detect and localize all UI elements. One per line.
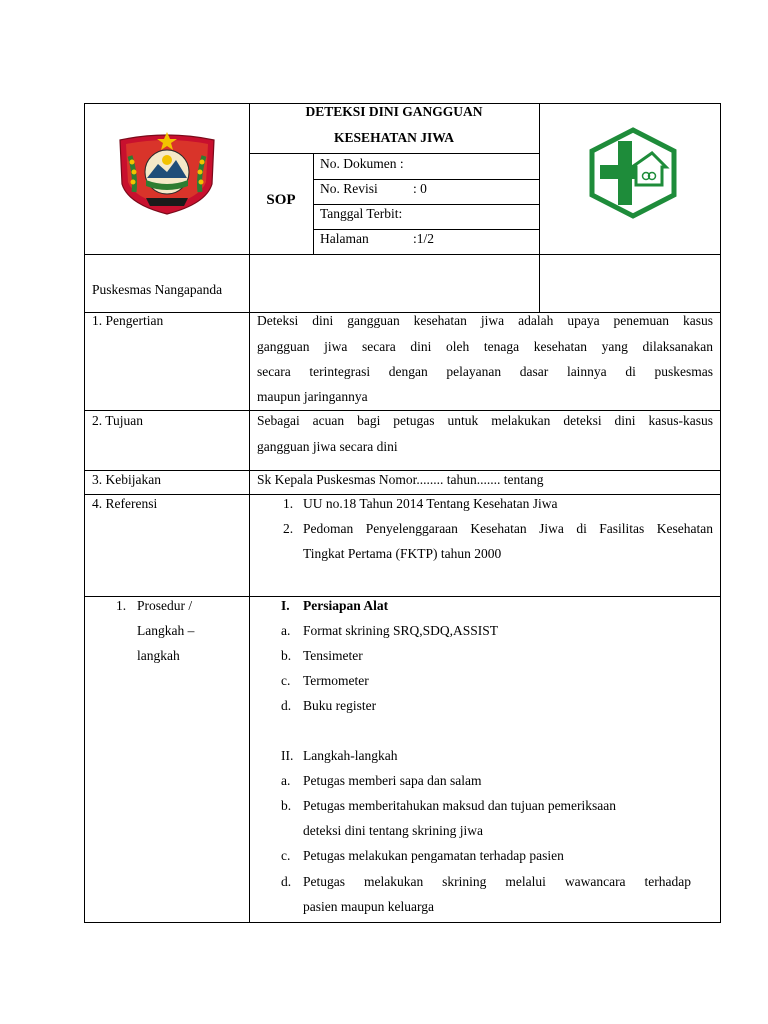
organization-name: Puskesmas Nangapanda — [92, 282, 223, 297]
alat-item-b-num: b. — [281, 648, 292, 663]
langkah-item-d-num: d. — [281, 874, 292, 889]
tujuan-line-2: gangguan jiwa secara dini — [257, 439, 398, 454]
left-column-divider — [249, 103, 250, 923]
prosedur-label-line-2: Langkah – — [137, 623, 195, 638]
alat-item-c-num: c. — [281, 673, 291, 688]
field-no-revisi-value: : 0 — [413, 181, 427, 196]
kebijakan-text: Sk Kepala Puskesmas Nomor........ tahun....... tentang — [257, 472, 544, 487]
referensi-item-2-line-2: Tingkat Pertama (FKTP) tahun 2000 — [303, 546, 502, 561]
langkah-item-d-line-2: pasien maupun keluarga — [303, 899, 434, 914]
alat-item-a-text: Format skrining SRQ,SDQ,ASSIST — [303, 623, 499, 638]
prosedur-label-line-3: langkah — [137, 648, 180, 663]
referensi-item-2-line-1: Pedoman Penyelenggaraan Kesehatan Jiwa di Fasilitas Kesehatan — [303, 521, 713, 536]
section-1-title: Persiapan Alat — [303, 598, 389, 613]
referensi-item-1-num: 1. — [283, 496, 294, 511]
field-no-dokumen-label: No. Dokumen : — [320, 156, 404, 171]
kebijakan-label: 3. Kebijakan — [92, 472, 161, 487]
langkah-item-a-num: a. — [281, 773, 291, 788]
langkah-item-c-num: c. — [281, 848, 291, 863]
pengertian-line-4: maupun jaringannya — [257, 389, 368, 404]
langkah-item-a-text: Petugas memberi sapa dan salam — [303, 773, 482, 788]
logo-column-divider — [539, 103, 540, 312]
pengertian-line-3: secara terintegrasi dengan pelayanan dasar lainnya di puskesmas — [257, 364, 713, 379]
field-no-revisi-label: No. Revisi — [320, 181, 378, 196]
pengertian-line-2: gangguan jiwa secara dini oleh tenaga kesehatan yang dilaksanakan — [257, 339, 713, 354]
langkah-item-d-line-1: Petugas melakukan skrining melalui wawancara terhadap — [303, 874, 691, 889]
alat-item-c-text: Termometer — [303, 673, 369, 688]
langkah-item-c-text: Petugas melakukan pengamatan terhadap pasien — [303, 848, 564, 863]
header-bottom-divider — [84, 254, 721, 255]
pengertian-line-1: Deteksi dini gangguan kesehatan jiwa adalah upaya penemuan kasus — [257, 313, 713, 328]
section-2-num: II. — [281, 748, 294, 763]
alat-item-d-text: Buku register — [303, 698, 377, 713]
langkah-item-b-line-1: Petugas memberitahukan maksud dan tujuan pemeriksaan — [303, 798, 617, 813]
pengertian-label: 1. Pengertian — [92, 313, 164, 328]
referensi-item-2-num: 2. — [283, 521, 294, 536]
langkah-item-b-line-2: deteksi dini tentang skrining jiwa — [303, 823, 483, 838]
section-1-num: I. — [281, 598, 290, 613]
tujuan-label: 2. Tujuan — [92, 413, 144, 428]
field-halaman-value: :1/2 — [413, 231, 435, 246]
referensi-item-1-text: UU no.18 Tahun 2014 Tentang Kesehatan Jiwa — [303, 496, 558, 511]
alat-item-a-num: a. — [281, 623, 291, 638]
alat-item-d-num: d. — [281, 698, 292, 713]
alat-item-b-text: Tensimeter — [303, 648, 363, 663]
section-2-title: Langkah-langkah — [303, 748, 398, 763]
prosedur-label-line-1: Prosedur / — [137, 598, 193, 613]
sop-label: SOP — [266, 192, 296, 208]
langkah-item-b-num: b. — [281, 798, 292, 813]
document-title-line2: KESEHATAN JIWA — [334, 130, 454, 145]
field-halaman-label: Halaman — [320, 231, 369, 246]
tujuan-line-1: Sebagai acuan bagi petugas untuk melakukan deteksi dini kasus-kasus — [257, 413, 713, 428]
field-tanggal-terbit-label: Tanggal Terbit: — [320, 206, 403, 221]
prosedur-label-num: 1. — [116, 598, 127, 613]
regional-emblem-logo — [116, 126, 218, 216]
document-title-line1: DETEKSI DINI GANGGUAN — [305, 104, 483, 119]
referensi-label: 4. Referensi — [92, 496, 158, 511]
puskesmas-logo — [588, 127, 678, 219]
